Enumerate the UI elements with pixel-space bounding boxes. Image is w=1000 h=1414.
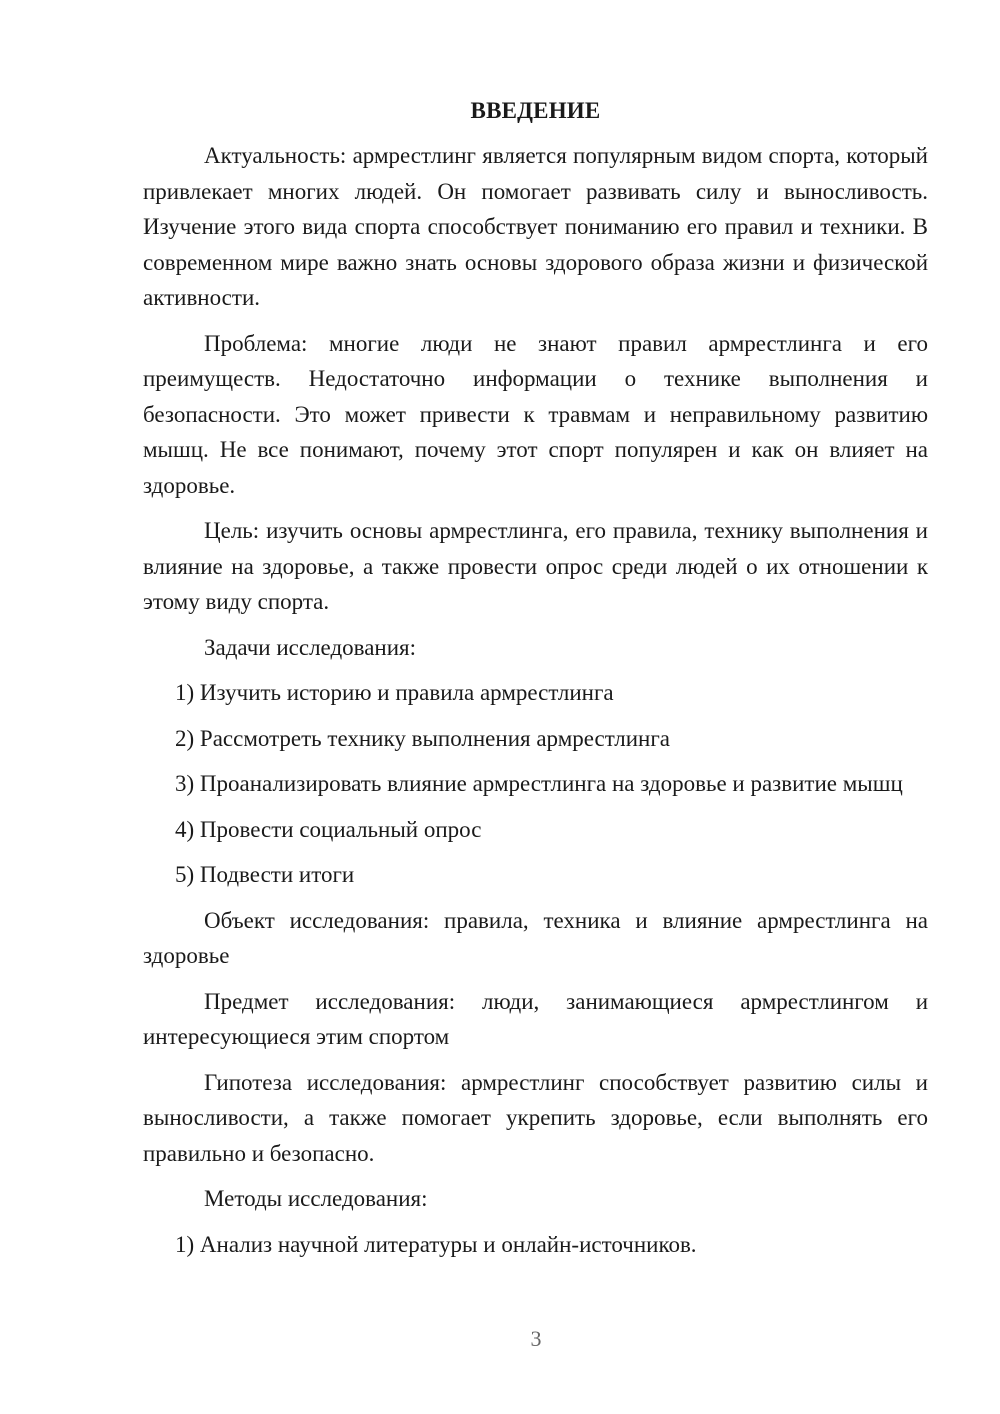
hypothesis-paragraph: Гипотеза исследования: армрестлинг способствует развитию силы и выносливости, а также помогает укрепить здоровье, если выполнять его правильно и безопасно. bbox=[143, 1069, 928, 1166]
tasks-label: Задачи исследования: bbox=[204, 634, 417, 660]
page-title: ВВЕДЕНИЕ bbox=[470, 98, 601, 123]
relevance-paragraph: Актуальность: армрестлинг является популярным видом спорта, который привлекает многих людей. Он помогает развивать силу и выносливость. Изучение этого вида спорта способствует пониманию его правил и техники. В современном мире важно знать основы здорового образа жизни и физической активности. bbox=[143, 143, 928, 310]
problem-paragraph: Проблема: многие люди не знают правил армрестлинга и его преимуществ. Недостаточно информации о технике выполнения и безопасности. Это может привести к травмам и неправильному развитию мышц. Не все понимают, почему этот спорт популярен и как он влияет на здоровье. bbox=[143, 330, 928, 498]
object-paragraph: Объект исследования: правила, техника и влияние армрестлинга на здоровье bbox=[143, 907, 928, 968]
subject-paragraph: Предмет исследования: люди, занимающиеся армрестлингом и интересующиеся этим спортом bbox=[143, 988, 928, 1049]
task-item: 1) Изучить историю и правила армрестлинга bbox=[175, 680, 614, 705]
task-item: 5) Подвести итоги bbox=[175, 862, 355, 887]
method-item: 1) Анализ научной литературы и онлайн-источников. bbox=[175, 1231, 697, 1257]
task-item: 2) Рассмотреть технику выполнения армрестлинга bbox=[175, 725, 670, 751]
methods-label: Методы исследования: bbox=[204, 1186, 428, 1211]
task-item: 4) Провести социальный опрос bbox=[175, 816, 482, 842]
page-content bbox=[143, 94, 928, 1262]
goal-paragraph: Цель: изучить основы армрестлинга, его правила, технику выполнения и влияние на здоровье, а также провести опрос среди людей о их отношении к этому виду спорта. bbox=[143, 518, 928, 614]
task-item: 3) Проанализировать влияние армрестлинга на здоровье и развитие мышц bbox=[175, 771, 903, 796]
page-number: 3 bbox=[530, 1326, 542, 1351]
